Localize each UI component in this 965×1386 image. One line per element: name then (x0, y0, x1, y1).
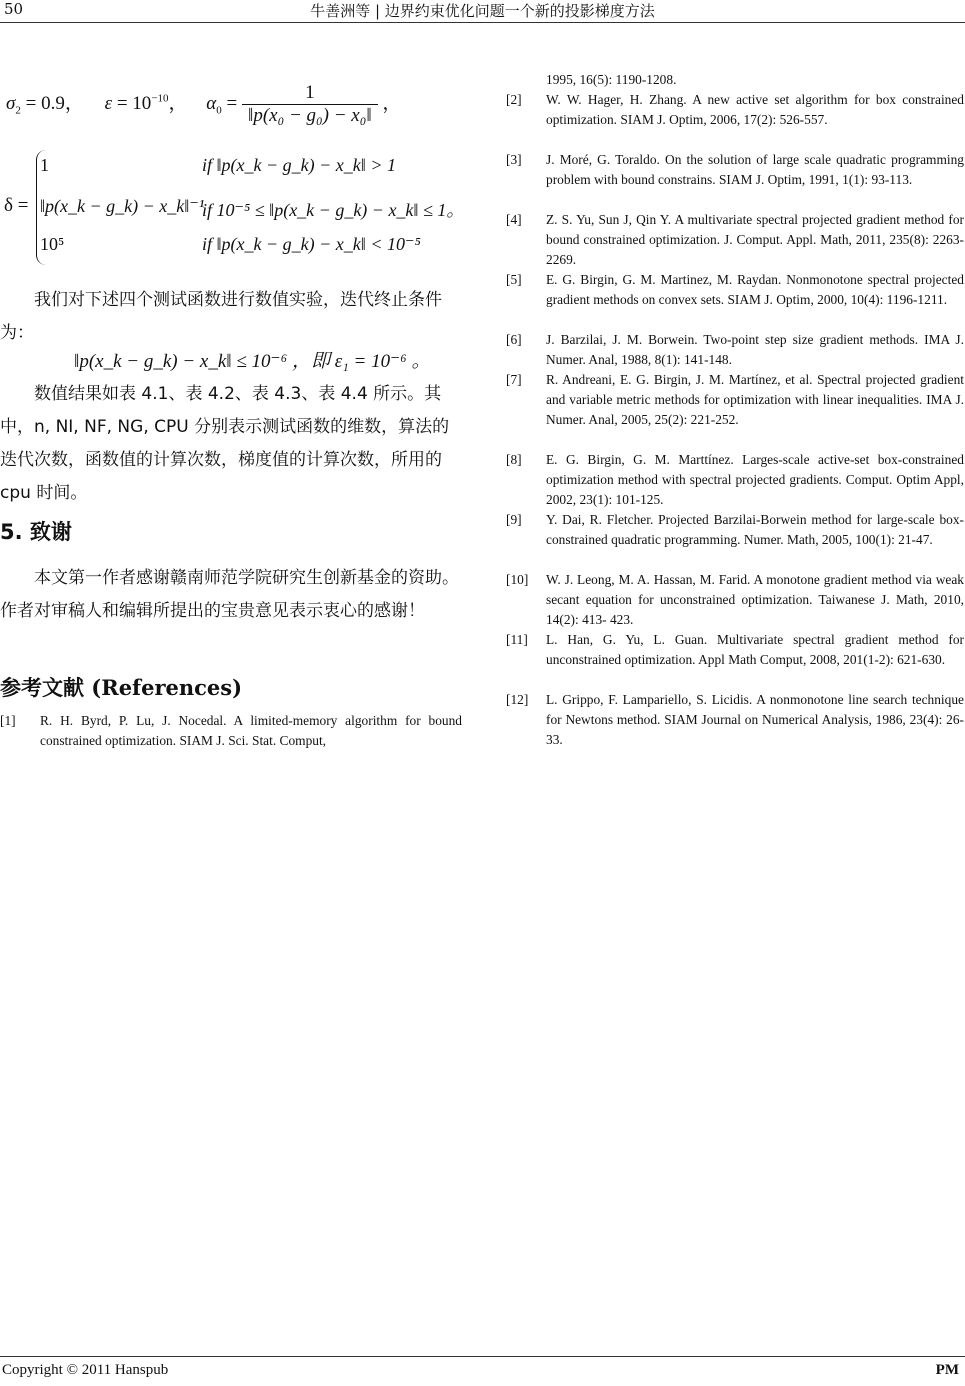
trailing-comma: ， (382, 92, 402, 114)
sigma-symbol: σ (6, 92, 16, 114)
reference-number: [1] (0, 713, 16, 728)
reference-number: [10] (506, 572, 529, 587)
case-2-condition: if 10⁻⁵ ≤ ‖p(x_k − g_k) − x_k‖ ≤ 1。 (202, 200, 465, 220)
reference-item (506, 690, 964, 750)
reference-number: [12] (506, 692, 529, 707)
journal-mark: PM (935, 1362, 959, 1378)
alpha-symbol: α (206, 92, 217, 114)
reference-number: [9] (506, 512, 522, 527)
reference-number: [8] (506, 452, 522, 467)
reference-item (506, 330, 964, 370)
reference-text: R. H. Byrd, P. Lu, J. Nocedal. A limited-memory algorithm for bound constrained optimization. SIAM J. Sci. Stat. Comput, (40, 713, 462, 748)
parameter-equation (6, 82, 401, 127)
reference-item (506, 370, 964, 450)
equals-sign: = (226, 92, 238, 114)
case-row-1 (40, 155, 396, 176)
reference-text: J. Moré, G. Toraldo. On the solution of large scale quadratic programming problem with bound constrains. SIAM J. Optim, 1991, 1(1): 93-113. (546, 152, 964, 187)
reference-continuation (506, 70, 964, 90)
reference-number: [7] (506, 372, 522, 387)
epsilon-value: = 10 (116, 92, 152, 114)
reference-text: L. Grippo, F. Lampariello, S. Licidis. A nonmonotone line search technique for Newtons method. SIAM Journal on Numerical Analysis, 1986, 23(4): 26-33. (546, 692, 964, 747)
reference-number: [3] (506, 152, 522, 167)
reference-text: W. J. Leong, M. A. Hassan, M. Farid. A monotone gradient method via weak secant equation for unconstrained optimization. Taiwanese J. Math, 2010, 14(2): 413- 423. (546, 572, 964, 627)
reference-item (0, 711, 462, 751)
case-1-value: 1 (40, 155, 49, 175)
reference-text: 1995, 16(5): 1190-1208. (546, 72, 677, 87)
case-row-2 (40, 196, 465, 220)
footer-rule (0, 1356, 965, 1357)
fraction-numerator: 1 (305, 82, 315, 103)
reference-item (506, 450, 964, 510)
epsilon-exponent: −10 (151, 92, 169, 105)
reference-item (506, 90, 964, 150)
references-heading: 参考文献 (References) (0, 675, 243, 700)
section-heading-acknowledgements: 5. 致谢 (0, 520, 72, 544)
epsilon-symbol: ε (104, 92, 113, 114)
reference-item (506, 630, 964, 690)
case-2-value: ‖p(x_k − g_k) − x_k‖⁻¹ (40, 196, 205, 216)
case-3-condition: if ‖p(x_k − g_k) − x_k‖ < 10⁻⁵ (202, 234, 421, 254)
reference-text: L. Han, G. Yu, L. Guan. Multivariate spectral gradient method for unconstrained optimization. Appl Math Comput, 2008, 201(1-2): 621-630. (546, 632, 964, 667)
reference-number: [5] (506, 272, 522, 287)
sigma-value: = 0.9， (25, 92, 84, 114)
reference-text: Y. Dai, R. Fletcher. Projected Barzilai-Borwein method for large-scale box-constrained quadratic programming. Numer. Math, 2005, 100(1): 21-47. (546, 512, 964, 547)
reference-number: [4] (506, 212, 522, 227)
alpha-fraction (242, 82, 378, 127)
reference-text: Z. S. Yu, Sun J, Qin Y. A multivariate spectral projected gradient method for bound constrained optimization. J. Comput. Appl. Math, 2011, 235(8): 2263-2269. (546, 212, 964, 267)
copyright-notice: Copyright © 2011 Hanspub (2, 1362, 169, 1378)
alpha-subscript: 0 (216, 104, 222, 117)
acknowledgement-paragraph: 本文第一作者感谢赣南师范学院研究生创新基金的资助。作者对审稿人和编辑所提出的宝贵意见表示衷心的感谢！ (0, 568, 459, 621)
sigma-subscript: 2 (15, 104, 21, 117)
reference-number: [11] (506, 632, 528, 647)
reference-text: R. Andreani, E. G. Birgin, J. M. Martínez, et al. Spectral projected gradient and variable metric methods for optimization with linear inequalities. IMA J. Numer. Anal, 2005, 25(2): 221-252. (546, 372, 964, 427)
reference-item (506, 210, 964, 270)
fraction-denominator: ‖p(x₀ − g₀) − x₀‖ (242, 104, 378, 127)
page-number: 50 (4, 0, 24, 18)
reference-text: E. G. Birgin, G. M. Martinez, M. Raydan. Nonmonotone spectral projected gradient methods on convex sets. SIAM J. Optim, 2000, 10(4): 1196-1211. (546, 272, 964, 307)
running-title: 牛善洲等 | 边界约束优化问题一个新的投影梯度方法 (310, 2, 655, 20)
experiment-paragraph: 我们对下述四个测试函数进行数值实验，迭代终止条件为： (0, 290, 442, 343)
reference-text: J. Barzilai, J. M. Borwein. Two-point step size gradient methods. IMA J. Numer. Anal, 1988, 8(1): 141-148. (546, 332, 964, 367)
stopping-criterion: ‖p(x_k − g_k) − x_k‖ ≤ 10⁻⁶ ，即 ε₁ = 10⁻⁶ 。 (74, 351, 431, 372)
delta-label: δ = (4, 195, 29, 216)
header-rule (0, 22, 965, 23)
reference-number: [6] (506, 332, 522, 347)
results-paragraph: 数值结果如表 4.1、表 4.2、表 4.3、表 4.4 所示。其中，n, NI, NF, NG, CPU 分别表示测试函数的维数，算法的迭代次数，函数值的计算次数，梯度值的计算次数，所用的 cpu 时间。 (0, 384, 450, 503)
reference-item (506, 510, 964, 570)
comma: ， (168, 92, 188, 114)
reference-text: W. W. Hager, H. Zhang. A new active set algorithm for box constrained optimization. SIAM J. Optim, 2006, 17(2): 526-557. (546, 92, 964, 127)
case-1-condition: if ‖p(x_k − g_k) − x_k‖ > 1 (202, 155, 396, 175)
reference-item (506, 150, 964, 210)
case-row-3 (40, 234, 421, 255)
reference-number: [2] (506, 92, 522, 107)
reference-item (506, 270, 964, 330)
reference-text: E. G. Birgin, G. M. Marttínez. Larges-scale active-set box-constrained optimization method with spectral projected gradients. Comput. Optim Appl, 2002, 23(1): 101-125. (546, 452, 964, 507)
case-3-value: 10⁵ (40, 234, 65, 254)
reference-item (506, 570, 964, 630)
